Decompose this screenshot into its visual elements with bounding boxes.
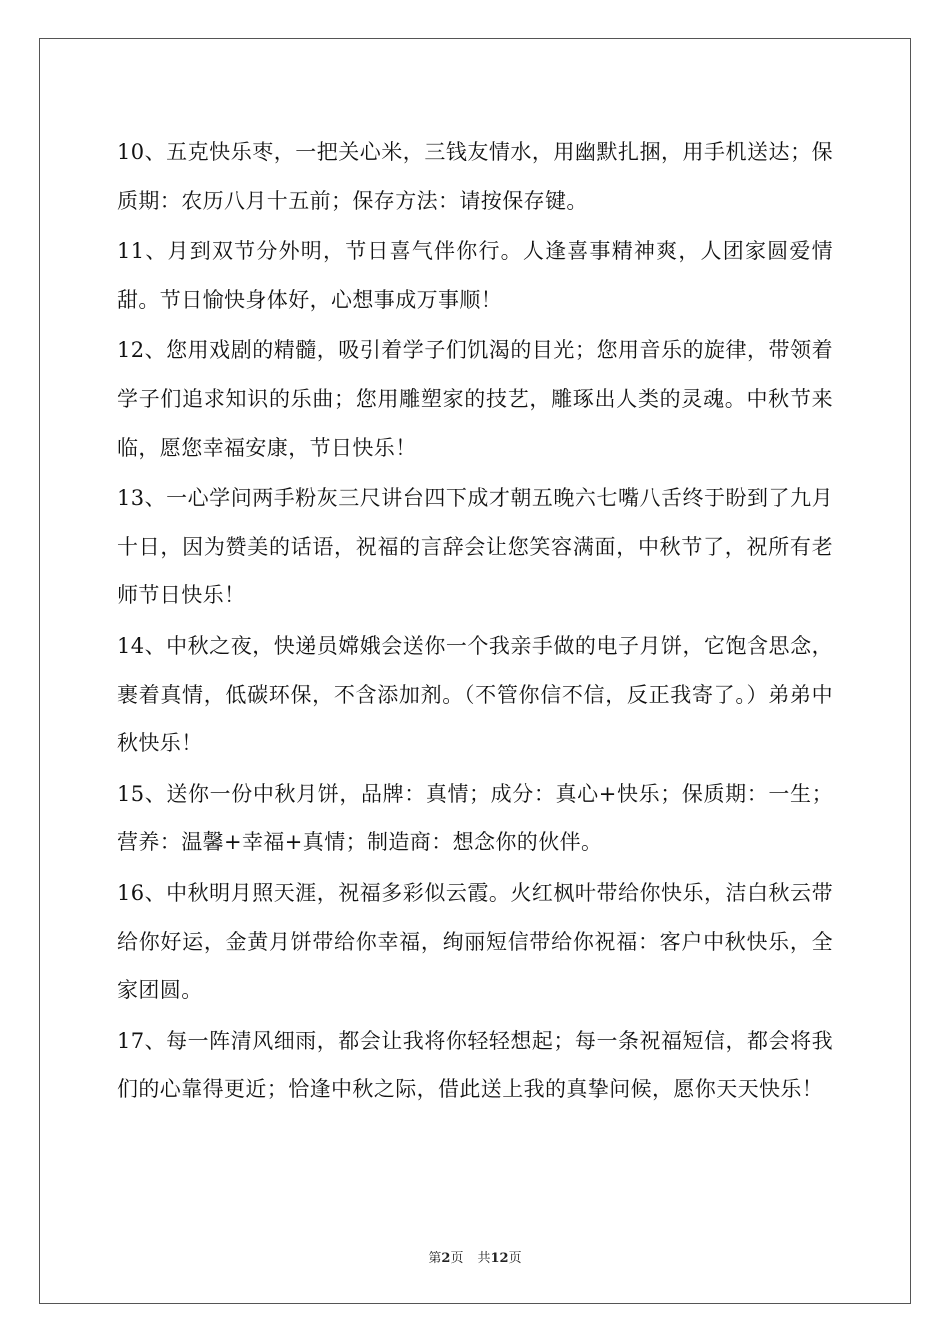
total-page-count: 12: [490, 1251, 509, 1266]
footer-total-suffix: 页: [508, 1251, 522, 1266]
paragraph-11: 11、月到双节分外明，节日喜气伴你行。人逢喜事精神爽，人团家圆爱情甜。节日愉快身体好，心想事成万事顺！: [117, 239, 833, 312]
footer-prefix: 第: [428, 1251, 442, 1266]
footer-page-suffix: 页: [450, 1251, 464, 1266]
paragraph-14: 14、中秋之夜，快递员嫦娥会送你一个我亲手做的电子月饼，它饱含思念，裹着真情，低碳环保，不含添加剂。（不管你信不信，反正我寄了。）弟弟中秋快乐！: [117, 633, 833, 756]
current-page-number: 2: [441, 1251, 451, 1266]
paragraph-17: 17、每一阵清风细雨，都会让我将你轻轻想起；每一条祝福短信，都会将我们的心靠得更近；恰逢中秋之际，借此送上我的真挚问候，愿你天天快乐！: [117, 1028, 833, 1102]
paragraph-16: 16、中秋明月照天涯，祝福多彩似云霞。火红枫叶带给你快乐，洁白秋云带给你好运，金黄月饼带给你幸福，绚丽短信带给你祝福：客户中秋快乐，全家团圆。: [117, 880, 833, 1003]
page-footer: [0, 1247, 950, 1266]
paragraph-12: 12、您用戏剧的精髓，吸引着学子们饥渴的目光；您用音乐的旋律，带领着学子们追求知识的乐曲；您用雕塑家的技艺，雕琢出人类的灵魂。中秋节来临，愿您幸福安康，节日快乐！: [117, 338, 833, 460]
paragraph-10: 10、五克快乐枣，一把关心米，三钱友情水，用幽默扎捆，用手机送达；保质期：农历八月十五前；保存方法：请按保存键。: [117, 140, 833, 213]
footer-total-prefix: 共: [477, 1251, 491, 1266]
paragraph-13: 13、一心学问两手粉灰三尺讲台四下成才朝五晚六七嘴八舌终于盼到了九月十日，因为赞美的话语，祝福的言辞会让您笑容满面，中秋节了，祝所有老师节日快乐！: [117, 486, 833, 608]
document-body: [117, 128, 833, 1116]
paragraph-15: 15、送你一份中秋月饼，品牌：真情；成分：真心+快乐；保质期：一生；营养：温馨+幸福+真情；制造商：想念你的伙伴。: [117, 781, 833, 855]
